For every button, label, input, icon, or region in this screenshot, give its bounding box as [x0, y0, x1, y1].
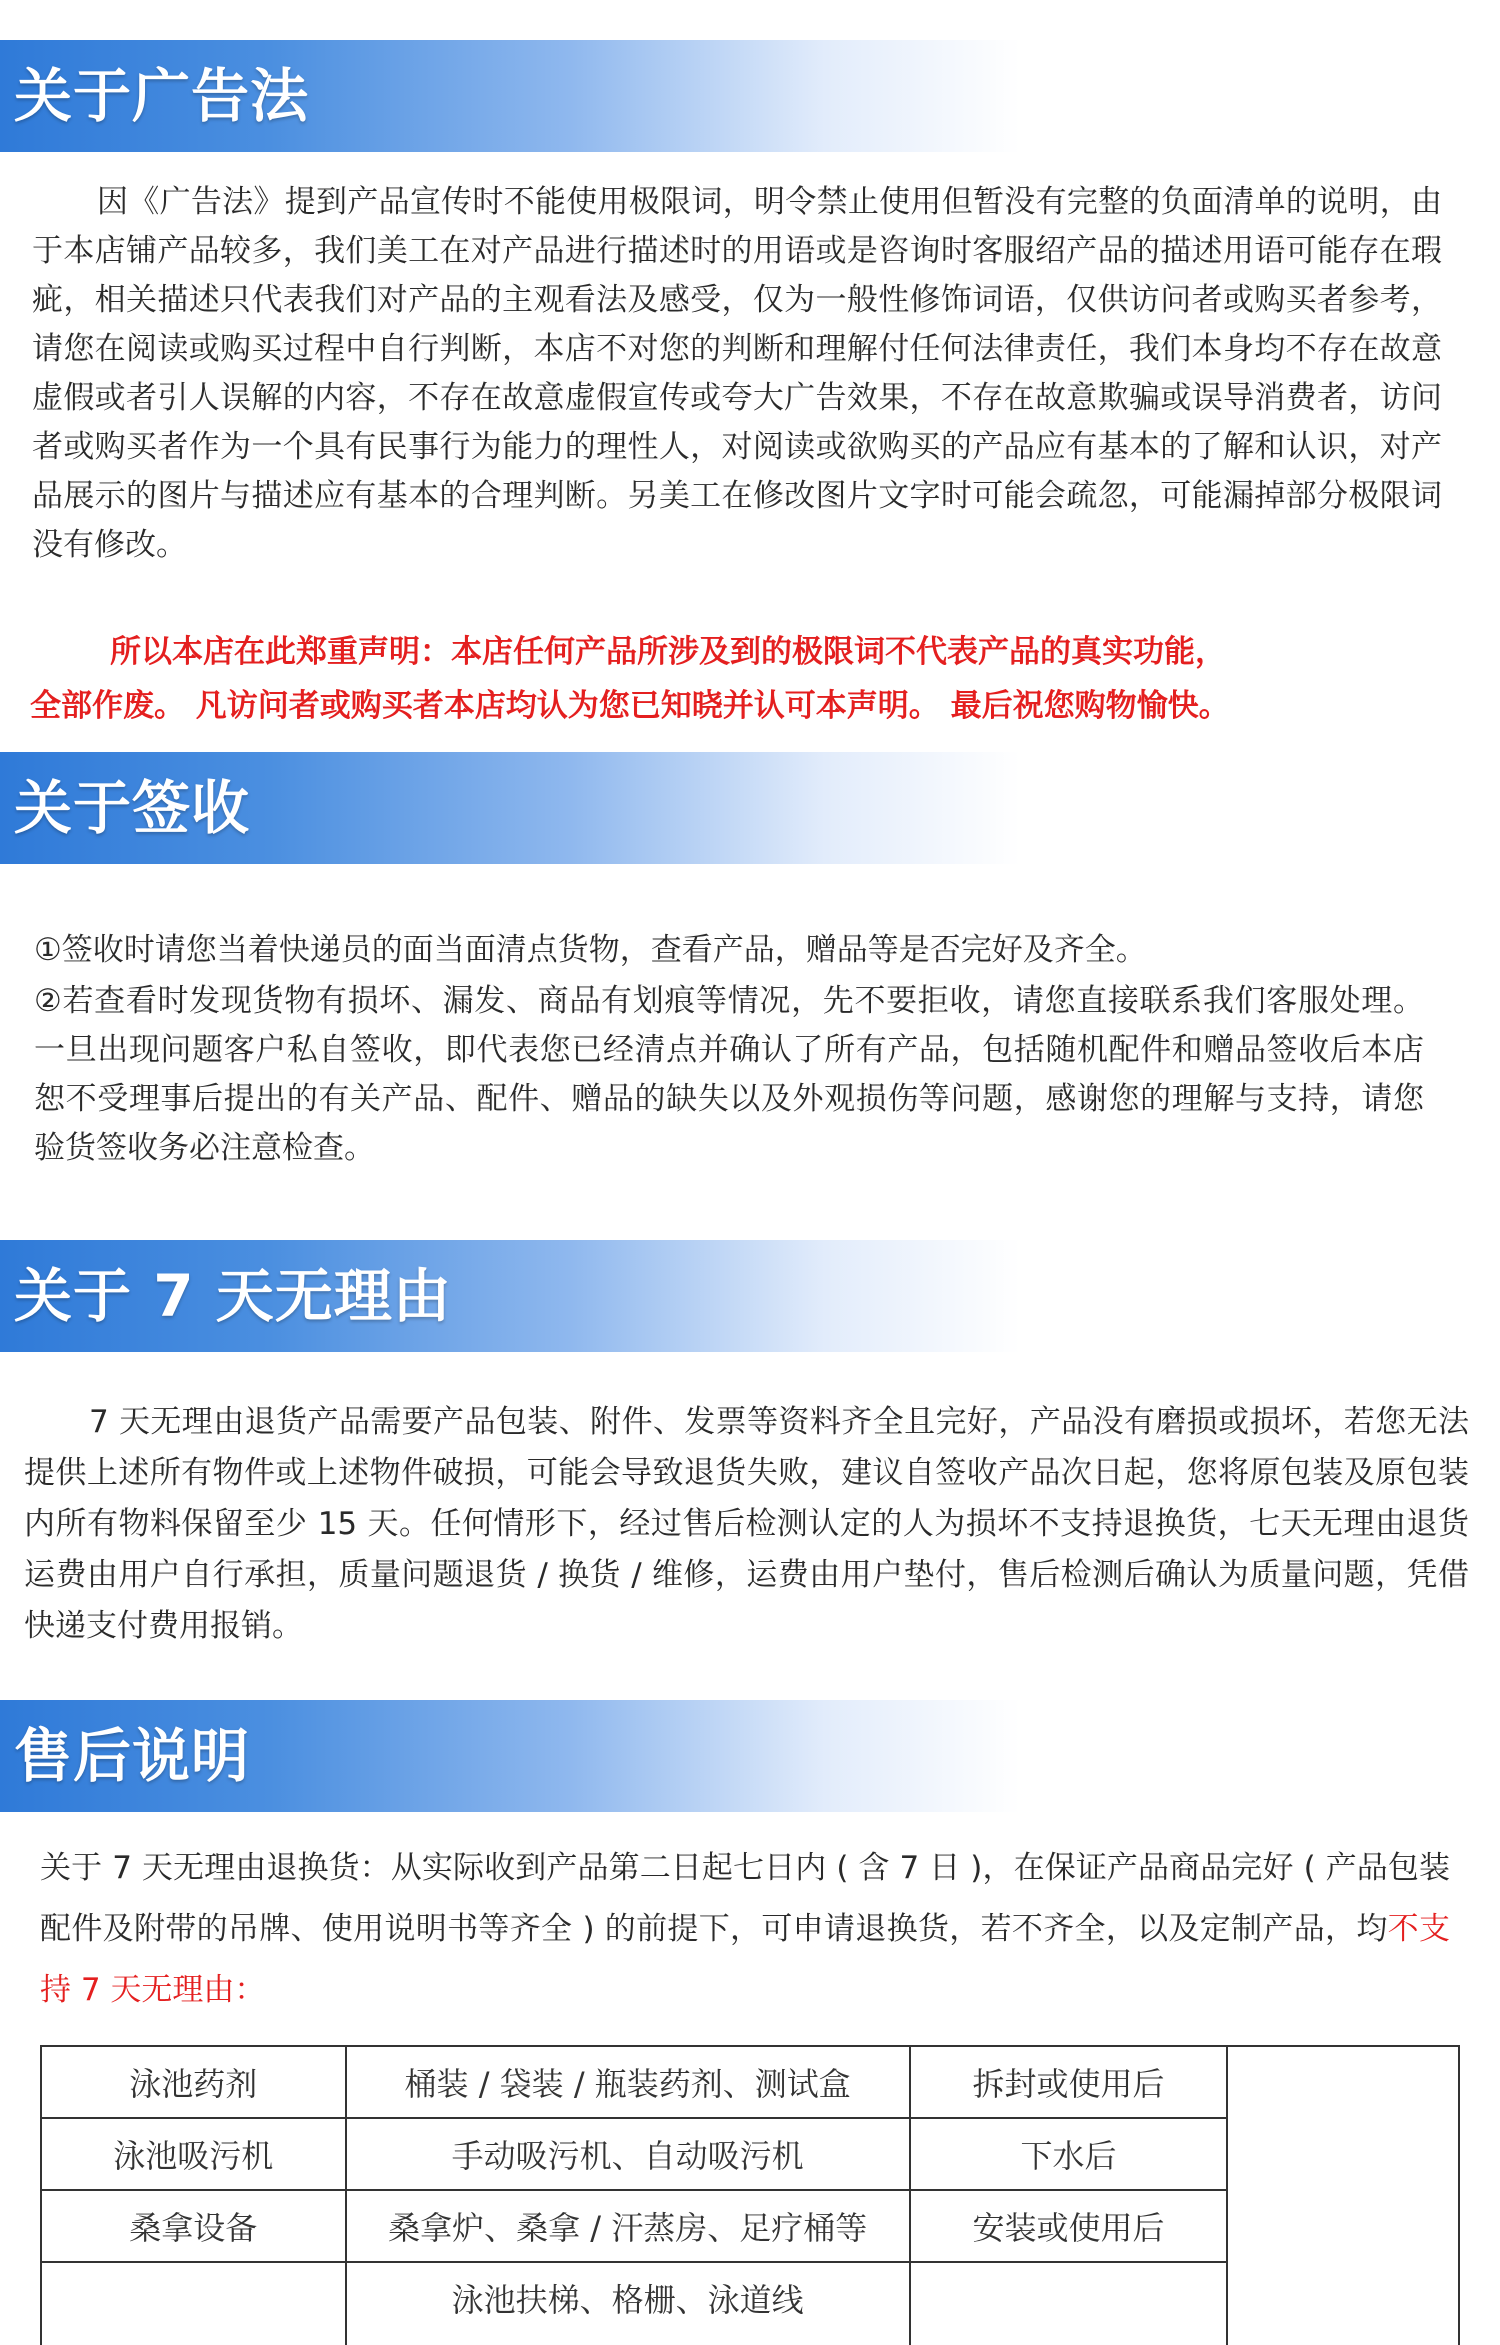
section-title: 售后说明 [14, 1722, 251, 1790]
table-row [41, 2046, 1459, 2118]
after-sales-intro-red: 不支持 7 天无理由： [40, 1911, 1450, 2008]
table-cell-category [41, 2262, 346, 2345]
table-cell-products: 泳池扶梯、格栅、泳道线 [346, 2262, 910, 2345]
table-cell-products: 手动吸污机、自动吸污机 [346, 2118, 910, 2190]
signing-item-2: ②若查看时发现货物有损坏、漏发、商品有划痕等情况，先不要拒收，请您直接联系我们客服处理。一旦出现问题客户私自签收，即代表您已经清点并确认了所有产品，包括随机配件和赠品签收后本店恕不受理事后提出的有关产品、配件、赠品的缺失以及外观损伤等问题，感谢您的理解与支持，请您验货签收务必注意检查。 [34, 983, 1424, 1166]
table-cell-products: 桶装 / 袋装 / 瓶装药剂、测试盒 [346, 2046, 910, 2118]
refund-policy-table [40, 2045, 1460, 2345]
after-sales-intro-text: 关于 7 天无理由退换货：从实际收到产品第二日起七日内 ( 含 7 日 )，在保证产品商品完好 ( 产品包装配件及附带的吊牌、使用说明书等齐全 ) 的前提下，可申请退换货，若不齐全，以及定制产品，均 [40, 1850, 1450, 1947]
section-banner-ad-law [0, 40, 1500, 152]
table-cell-condition: 安装或使用后 [910, 2190, 1228, 2262]
ad-law-notice [30, 625, 1470, 733]
table-cell-category: 泳池药剂 [41, 2046, 346, 2118]
ad-law-paragraph: 因《广告法》提到产品宣传时不能使用极限词，明令禁止使用但暂没有完整的负面清单的说明，由于本店铺产品较多，我们美工在对产品进行描述时的用语或是咨询时客服绍产品的描述用语可能存在瑕疵，相关描述只代表我们对产品的主观看法及感受，仅为一般性修饰词语，仅供访问者或购买者参考，请您在阅读或购买过程中自行判断，本店不对您的判断和理解付任何法律责任，我们本身均不存在故意虚假或者引人误解的内容，不存在故意虚假宣传或夸大广告效果，不存在故意欺骗或误导消费者，访问者或购买者作为一个具有民事行为能力的理性人，对阅读或欲购买的产品应有基本的了解和认识，对产品展示的图片与描述应有基本的合理判断。另美工在修改图片文字时可能会疏忽，可能漏掉部分极限词没有修改。 [32, 184, 1442, 563]
table-cell-empty [1227, 2046, 1459, 2345]
after-sales-intro [40, 1838, 1450, 2021]
section-banner-seven-day [0, 1240, 1500, 1352]
table-cell-category: 桑拿设备 [41, 2190, 346, 2262]
table-cell-products: 桑拿炉、桑拿 / 汗蒸房、足疗桶等 [346, 2190, 910, 2262]
notice-line-2: 全部作废。 凡访问者或购买者本店均认为您已知晓并认可本声明。 最后祝您购物愉快。 [30, 688, 1230, 724]
section-title: 关于广告法 [14, 62, 310, 130]
section-banner-after-sales [0, 1700, 1500, 1812]
table-cell-condition: 下水后 [910, 2118, 1228, 2190]
table-cell-condition [910, 2262, 1228, 2345]
seven-day-paragraph: 7 天无理由退货产品需要产品包装、附件、发票等资料齐全且完好，产品没有磨损或损坏，若您无法提供上述所有物件或上述物件破损，可能会导致退货失败，建议自签收产品次日起，您将原包装及原包装内所有物料保留至少 15 天。任何情形下，经过售后检测认定的人为损坏不支持退换货，七天无理由退货运费由用户自行承担，质量问题退货 / 换货 / 维修，运费由用户垫付，售后检测后确认为质量问题，凭借快递支付费用报销。 [24, 1404, 1469, 1644]
section-banner-signing [0, 752, 1500, 864]
section-title: 关于 7 天无理由 [14, 1262, 452, 1330]
section-title: 关于签收 [14, 774, 251, 842]
signing-item-1: ①签收时请您当着快递员的面当面清点货物，查看产品，赠品等是否完好及齐全。 [34, 932, 1147, 968]
table-cell-category: 泳池吸污机 [41, 2118, 346, 2190]
table-cell-condition: 拆封或使用后 [910, 2046, 1228, 2118]
notice-line-1: 所以本店在此郑重声明：本店任何产品所涉及到的极限词不代表产品的真实功能， [110, 634, 1226, 670]
